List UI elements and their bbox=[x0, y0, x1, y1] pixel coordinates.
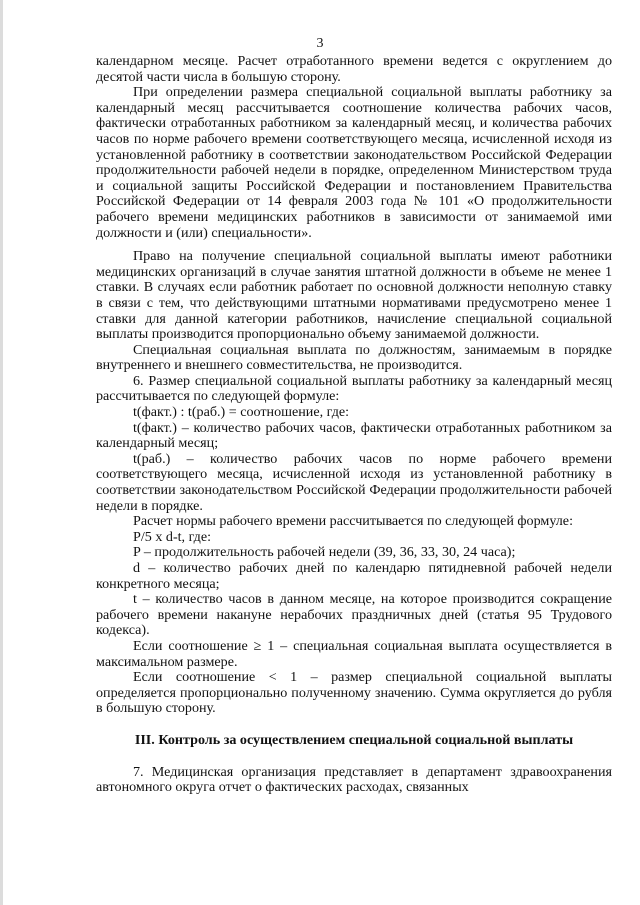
paragraph-item-7: 7. Медицинская организация представляет в департамент здравоохранения автономного округа отчет о фактических расходах, связанных bbox=[96, 763, 612, 796]
definition-t-work: t(раб.) – количество рабочих часов по норме рабочего времени соответствующего месяца, исчисленной исходя из установленной работнику в соответствии законодательством Российской Федерации продолжительности рабочей недели в порядке. bbox=[96, 450, 612, 514]
paragraph-ratio-ge-1: Если соотношение ≥ 1 – специальная социальная выплата осуществляется в максимальном размере. bbox=[96, 637, 612, 670]
definition-t: t – количество часов в данном месяце, на которое производится сокращение рабочего времени накануне нерабочих праздничных дней (статья 95 Трудового кодекса). bbox=[96, 591, 612, 639]
paragraph-norm-formula-intro: Расчет нормы рабочего времени рассчитывается по следующей формуле: bbox=[133, 513, 573, 530]
formula-ratio: t(факт.) : t(раб.) = соотношение, где: bbox=[133, 404, 350, 421]
section-heading: III. Контроль за осуществлением специальной социальной выплаты bbox=[134, 731, 574, 748]
paragraph-item-6: 6. Размер специальной социальной выплаты работнику за календарный месяц рассчитывается по следующей формуле: bbox=[96, 372, 612, 405]
paragraph-ratio-lt-1: Если соотношение < 1 – размер специальной социальной выплаты определяется пропорционально полученному значению. Сумма округляется до рубля в большую сторону. bbox=[96, 669, 612, 717]
paragraph-calculation-ratio: При определении размера специальной социальной выплаты работнику за календарный месяц рассчитывается соотношение количества рабочих часов, фактически отработанных работником за календарный месяц, и количества рабочих часов по норме рабочего времени соответствующего месяца, исчисленной исходя из установленной работнику в соответствии законодательством Российской Федерации продолжительности рабочей недели в порядке, определенном Министерством труда и социальной защиты Российской Федерации и постановлением Правительства Российской Федерации от 14 февраля 2003 года № 101 «О продолжительности рабочего времени медицинских работников в зависимости от занимаемой ими должности и (или) специальности». bbox=[96, 84, 612, 241]
page-edge bbox=[0, 0, 3, 905]
definition-p: P – продолжительность рабочей недели (39, 36, 33, 30, 24 часа); bbox=[133, 544, 516, 561]
page-number: 3 bbox=[316, 36, 324, 51]
paragraph-continuation: календарном месяце. Расчет отработанного времени ведется с округлением до десятой части числа в большую сторону. bbox=[96, 53, 612, 85]
document-body bbox=[96, 54, 612, 796]
definition-d: d – количество рабочих дней по календарю пятидневной рабочей недели конкретного месяца; bbox=[96, 560, 612, 592]
paragraph-eligibility: Право на получение специальной социальной выплаты имеют работники медицинских организаций в случае занятия штатной должности в объеме не менее 1 ставки. В случаях если работник работает по основной должности неполную ставку в связи с тем, что действующими штатными нормативами предусмотрено менее 1 ставки для данной категории работников, начисление специальной социальной выплаты производится пропорционально объему занимаемой должности. bbox=[96, 248, 612, 343]
definition-t-fact: t(факт.) – количество рабочих часов, фактически отработанных работником за календарный месяц; bbox=[96, 419, 612, 452]
paragraph-part-time: Специальная социальная выплата по должностям, занимаемым в порядке внутреннего и внешнего совместительства, не производится. bbox=[96, 341, 612, 374]
formula-norm: P/5 x d-t, где: bbox=[133, 528, 212, 545]
